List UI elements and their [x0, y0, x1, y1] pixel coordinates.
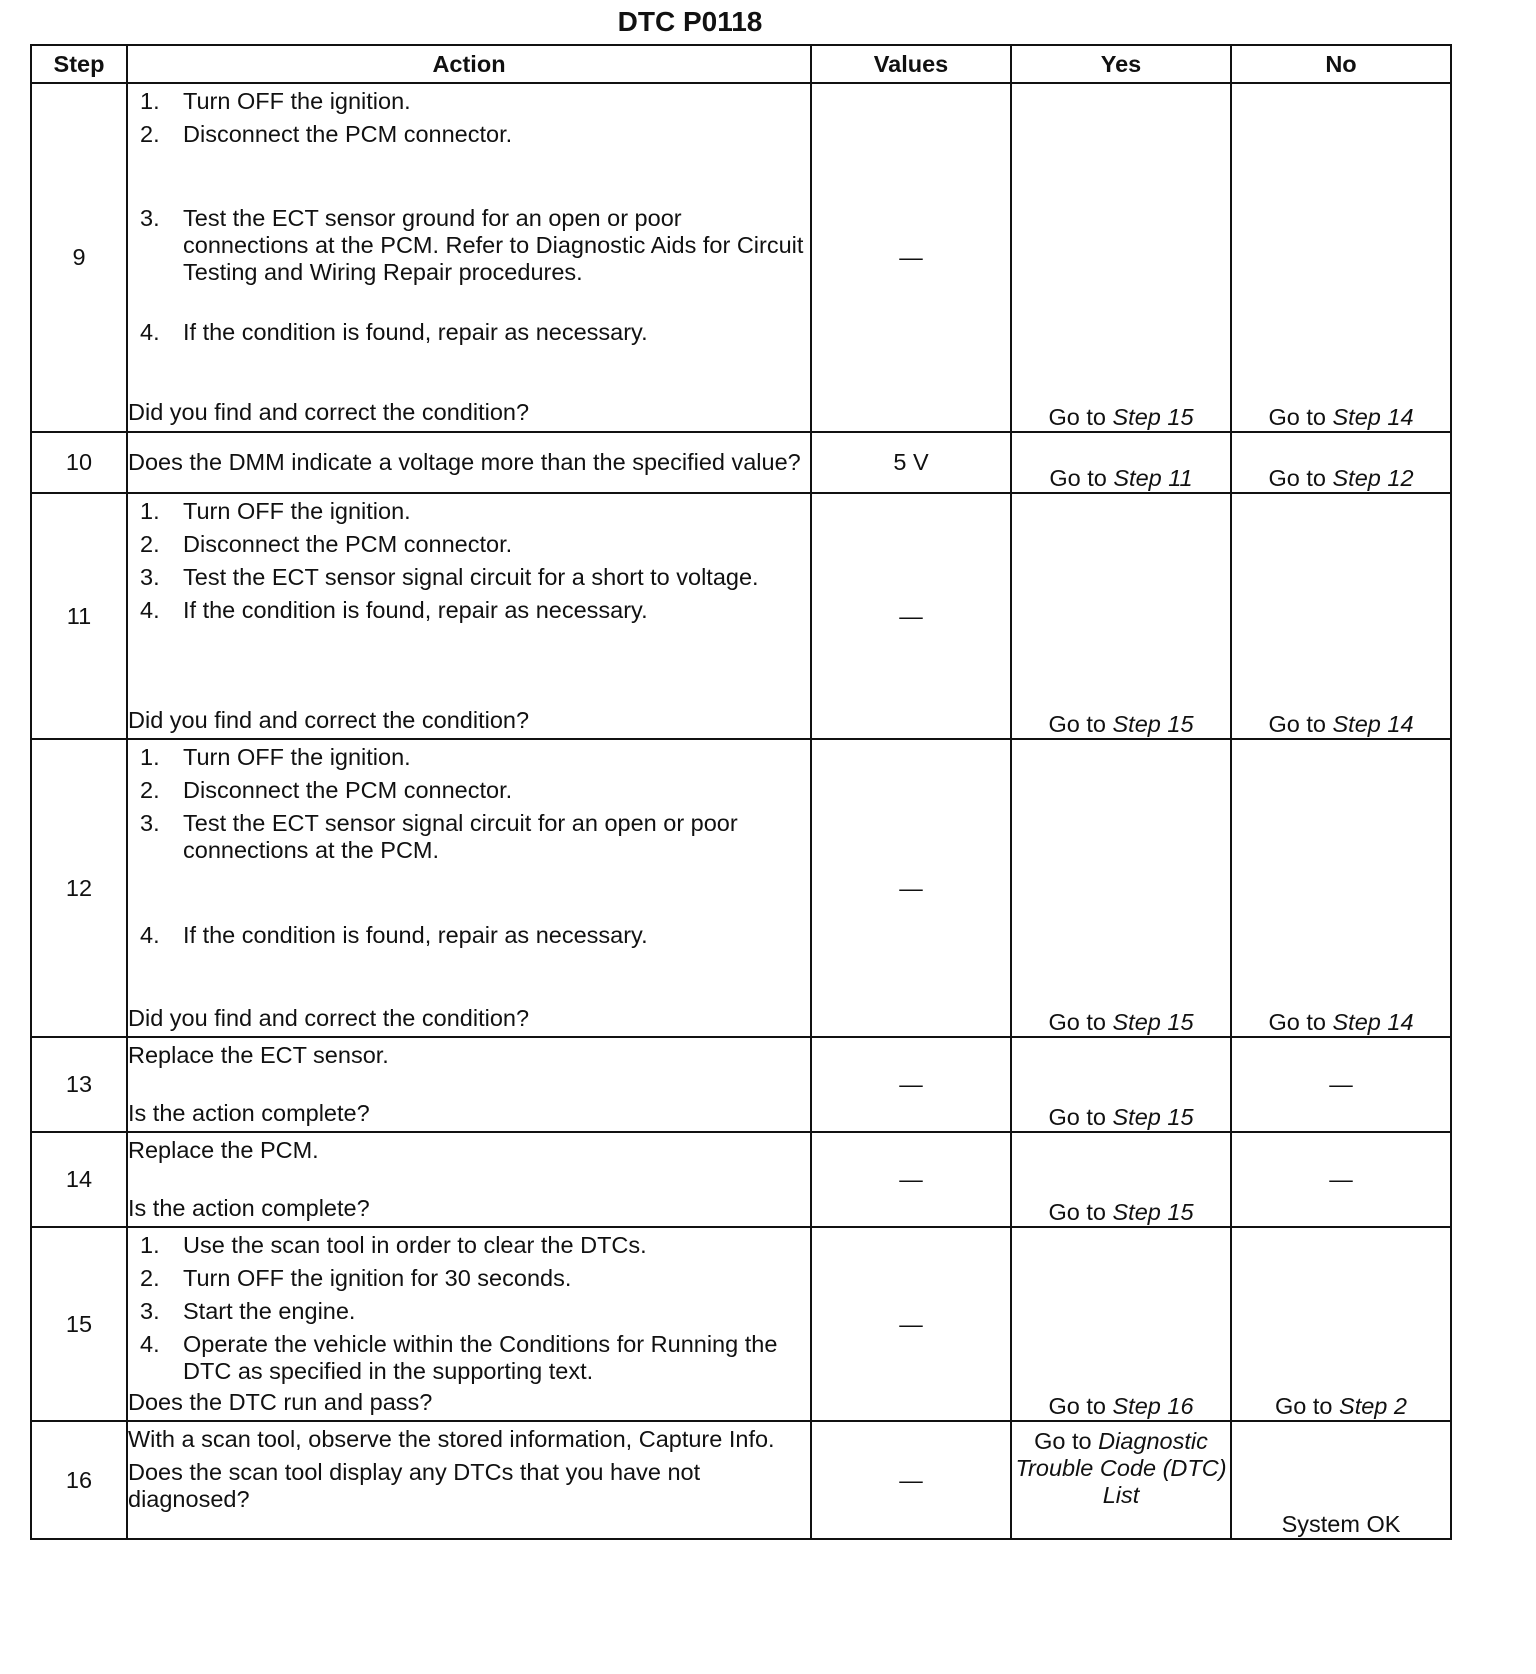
step-number: 14: [31, 1132, 127, 1227]
header-yes: Yes: [1011, 45, 1231, 83]
list-item: 2. Disconnect the PCM connector.: [140, 531, 513, 557]
list-item: 1. Turn OFF the ignition.: [140, 88, 411, 114]
header-no: No: [1231, 45, 1451, 83]
step-number: 16: [31, 1421, 127, 1539]
yes-cell: Go to Step 15: [1011, 739, 1231, 1037]
step-number: 15: [31, 1227, 127, 1421]
action-cell: [127, 1132, 811, 1227]
action-cell: [127, 1037, 811, 1132]
yes-cell: Go to Step 11: [1011, 432, 1231, 493]
yes-cell: Go to Diagnostic Trouble Code (DTC) List: [1011, 1421, 1231, 1539]
list-item: 1. Use the scan tool in order to clear the DTCs.: [140, 1232, 647, 1258]
no-cell: Go to Step 12: [1231, 432, 1451, 493]
value-cell: —: [811, 1421, 1011, 1539]
yes-cell: Go to Step 16: [1011, 1227, 1231, 1421]
no-cell: Go to Step 2: [1231, 1227, 1451, 1421]
no-cell: Go to Step 14: [1231, 83, 1451, 432]
action-cell: [127, 83, 811, 432]
table-row: [31, 1132, 1451, 1227]
no-cell: —: [1231, 1037, 1451, 1132]
lead-text: Replace the ECT sensor.: [128, 1042, 389, 1068]
step-number: 11: [31, 493, 127, 739]
step-number: 9: [31, 83, 127, 432]
question-text: Did you find and correct the condition?: [128, 1005, 530, 1031]
action-cell: [127, 432, 811, 493]
table-row: [31, 493, 1451, 739]
table-row: [31, 432, 1451, 493]
document-title: DTC P0118: [617, 6, 763, 37]
action-cell: [127, 1227, 811, 1421]
yes-cell: Go to Step 15: [1011, 493, 1231, 739]
header-step: Step: [31, 45, 127, 83]
question-text: Does the scan tool display any DTCs that you have not diagnosed?: [128, 1459, 701, 1512]
list-item: 4. If the condition is found, repair as necessary.: [140, 922, 648, 948]
yes-cell: Go to Step 15: [1011, 1132, 1231, 1227]
header-row: [31, 45, 1451, 83]
table-row: [31, 1421, 1451, 1539]
diagnostic-table: [30, 44, 1452, 1540]
value-cell: —: [811, 739, 1011, 1037]
list-item: 3. Start the engine.: [140, 1298, 356, 1324]
list-item: 4. If the condition is found, repair as necessary.: [140, 319, 648, 345]
lead-text: Replace the PCM.: [128, 1137, 319, 1163]
list-item: 2. Disconnect the PCM connector.: [140, 777, 513, 803]
list-item: 3. Test the ECT sensor signal circuit for an open or poor connections at the PCM.: [140, 810, 738, 863]
no-cell: Go to Step 14: [1231, 493, 1451, 739]
value-cell: —: [811, 83, 1011, 432]
no-cell: —: [1231, 1132, 1451, 1227]
yes-cell: Go to Step 15: [1011, 1037, 1231, 1132]
action-cell: [127, 493, 811, 739]
step-number: 13: [31, 1037, 127, 1132]
list-item: 1. Turn OFF the ignition.: [140, 498, 411, 524]
lead-text: With a scan tool, observe the stored information, Capture Info.: [128, 1426, 775, 1452]
question-text: Did you find and correct the condition?: [128, 707, 530, 733]
table-row: [31, 83, 1451, 432]
table-row: [31, 1037, 1451, 1132]
question-text: Did you find and correct the condition?: [128, 399, 530, 425]
action-cell: [127, 1421, 811, 1539]
header-action: Action: [127, 45, 811, 83]
list-item: 1. Turn OFF the ignition.: [140, 744, 411, 770]
step-number: 12: [31, 739, 127, 1037]
step-number: 10: [31, 432, 127, 493]
value-cell: —: [811, 1037, 1011, 1132]
list-item: 3. Test the ECT sensor signal circuit for a short to voltage.: [140, 564, 759, 590]
list-item: 2. Turn OFF the ignition for 30 seconds.: [140, 1265, 572, 1291]
list-item: 4. Operate the vehicle within the Conditions for Running the DTC as specified in the supporting text.: [140, 1331, 778, 1384]
list-item: 3. Test the ECT sensor ground for an open or poor connections at the PCM. Refer to Diagnostic Aids for Circuit Testing and Wiring Repair procedures.: [140, 205, 804, 285]
no-cell: Go to Step 14: [1231, 739, 1451, 1037]
value-cell: 5 V: [811, 432, 1011, 493]
table-row: [31, 1227, 1451, 1421]
yes-cell: Go to Step 15: [1011, 83, 1231, 432]
no-cell: System OK: [1231, 1421, 1451, 1539]
question-text: Is the action complete?: [128, 1100, 370, 1126]
value-cell: —: [811, 1227, 1011, 1421]
header-values: Values: [811, 45, 1011, 83]
list-item: 4. If the condition is found, repair as necessary.: [140, 597, 648, 623]
value-cell: —: [811, 493, 1011, 739]
lead-text: Does the DMM indicate a voltage more than the specified value?: [128, 449, 801, 475]
table-row: [31, 739, 1451, 1037]
question-text: Does the DTC run and pass?: [128, 1389, 433, 1415]
value-cell: —: [811, 1132, 1011, 1227]
question-text: Is the action complete?: [128, 1195, 370, 1221]
list-item: 2. Disconnect the PCM connector.: [140, 121, 513, 147]
action-cell: [127, 739, 811, 1037]
